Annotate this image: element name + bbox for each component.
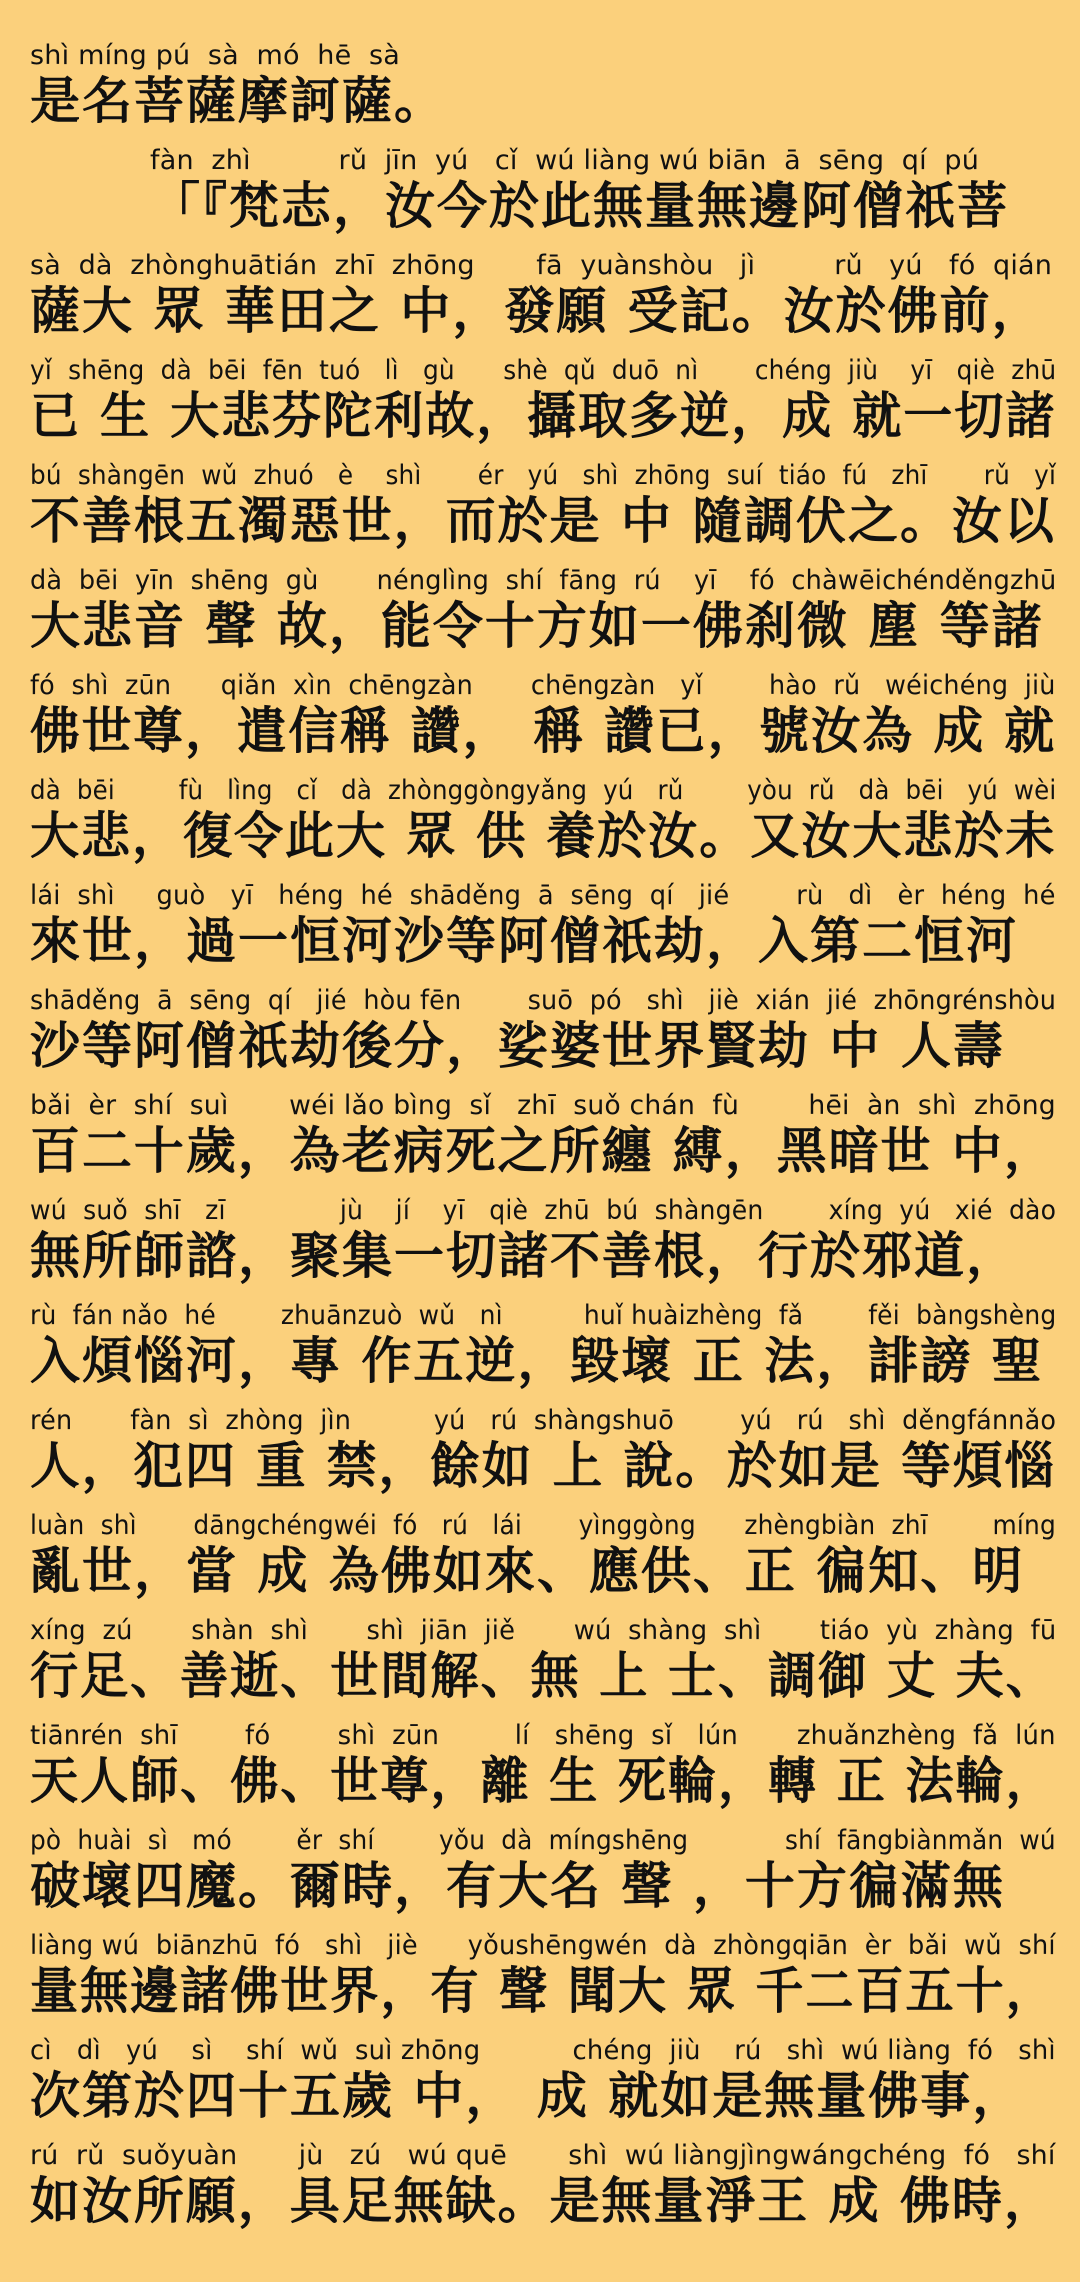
- pinyin-line: bǎi èr shí suì wéi lǎo bìng sǐ zhī suǒ chán fù hēi àn shì zhōng: [30, 1090, 1056, 1121]
- pinyin-line: fàn zhì rǔ jīn yú cǐ wú liàng wú biān ā sēng qí pú: [150, 145, 980, 176]
- pinyin-line: rén fàn sì zhòng jìn yú rú shàngshuō yú rú shì děngfánnǎo: [30, 1405, 1057, 1436]
- text-line-20: [30, 2035, 1056, 2140]
- pinyin-line: liàng wú biānzhū fó shì jiè yǒushēngwén dà zhòngqiān èr bǎi wǔ shí: [30, 1930, 1056, 1961]
- pinyin-line: dà bēi fù lìng cǐ dà zhònggòngyǎng yú rǔ yòu rǔ dà bēi yú wèi: [30, 775, 1057, 806]
- pinyin-line: shāděng ā sēng qí jié hòu fēn suō pó shì jiè xián jié zhōngrénshòu: [30, 985, 1057, 1016]
- text-line-7: [30, 670, 1057, 775]
- hanzi-line: 亂世，當 成 為佛如來、應供、正 徧知、明: [30, 1542, 1025, 1600]
- text-line-12: [30, 1195, 1057, 1300]
- text-line-11: [30, 1090, 1056, 1195]
- hanzi-line: 行足、善逝、世間解、無 上 士、調御 丈 夫、: [30, 1647, 1056, 1705]
- hanzi-line: 是名菩薩摩訶薩。: [30, 72, 446, 130]
- pinyin-line: rù fán nǎo hé zhuānzuò wǔ nì huǐ huàizhèng fǎ fěi bàngshèng: [30, 1300, 1057, 1331]
- hanzi-line: 入煩惱河，專 作五逆，毀壞 正 法，誹謗 聖: [30, 1332, 1044, 1390]
- pinyin-line: dà bēi yīn shēng gù nénglìng shí fāng rú yī fó chàwēichénděngzhū: [30, 565, 1057, 596]
- pinyin-line: shì míng pú sà mó hē sà: [30, 40, 400, 71]
- hanzi-line: 大悲音 聲 故，能令十方如一佛刹微 塵 等諸: [30, 597, 1044, 655]
- hanzi-line: 如汝所願，具足無缺。是無量淨王 成 佛時，: [30, 2172, 1056, 2230]
- hanzi-line: 次第於四十五歲 中， 成 就如是無量佛事，: [30, 2067, 1025, 2125]
- pinyin-line: yǐ shēng dà bēi fēn tuó lì gù shè qǔ duō nì chéng jiù yī qiè zhū: [30, 355, 1057, 386]
- text-line-9: [30, 880, 1056, 985]
- hanzi-line: 百二十歲，為老病死之所纏 縛，黑暗世 中，: [30, 1122, 1056, 1180]
- text-line-16: [30, 1615, 1057, 1720]
- text-line-15: [30, 1510, 1056, 1615]
- text-line-18: [30, 1825, 1056, 1930]
- hanzi-line: 天人師、佛、世尊，離 生 死輪，轉 正 法輪，: [30, 1752, 1056, 1810]
- pinyin-line: bú shàngēn wǔ zhuó è shì ér yú shì zhōng suí tiáo fú zhī rǔ yǐ: [30, 460, 1057, 491]
- hanzi-line: 「『梵志，汝今於此無量無邊阿僧祇菩: [150, 177, 1009, 235]
- pinyin-line: cì dì yú sì shí wǔ suì zhōng chéng jiù rú shì wú liàng fó shì: [30, 2035, 1056, 2066]
- text-line-4: [30, 355, 1057, 460]
- pinyin-line: fó shì zūn qiǎn xìn chēngzàn chēngzàn yǐ hào rǔ wéichéng jiù: [30, 670, 1056, 701]
- hanzi-line: 量無邊諸佛世界，有 聲 聞大 眾 千二百五十，: [30, 1962, 1056, 2020]
- text-line-21: [30, 2140, 1056, 2245]
- pinyin-line: rú rǔ suǒyuàn jù zú wú quē shì wú liàngjìngwángchéng fó shí: [30, 2140, 1056, 2171]
- hanzi-line: 大悲，復令此大 眾 供 養於汝。又汝大悲於未: [30, 807, 1057, 865]
- hanzi-line: 佛世尊，遣信稱 讚， 稱 讚已，號汝為 成 就: [30, 702, 1057, 760]
- text-line-5: [30, 460, 1057, 565]
- hanzi-line: 破壞四魔。爾時，有大名 聲 ，十方徧滿無: [30, 1857, 1005, 1915]
- text-line-13: [30, 1300, 1057, 1405]
- text-line-2: [30, 145, 1052, 250]
- text-line-8: [30, 775, 1057, 880]
- pinyin-line: xíng zú shàn shì shì jiān jiě wú shàng shì tiáo yù zhàng fū: [30, 1615, 1057, 1646]
- pinyin-line: wú suǒ shī zī jù jí yī qiè zhū bú shàngēn xíng yú xié dào: [30, 1195, 1057, 1226]
- pinyin-line: sà dà zhònghuātián zhī zhōng fā yuànshòu jì rǔ yú fó qián: [30, 250, 1053, 281]
- text-line-1: [30, 40, 1052, 145]
- pinyin-line: lái shì guò yī héng hé shāděng ā sēng qí jié rù dì èr héng hé: [30, 880, 1056, 911]
- hanzi-line: 已 生 大悲芬陀利故，攝取多逆，成 就一切諸: [30, 387, 1057, 445]
- hanzi-line: 人，犯四 重 禁，餘如 上 說。於如是 等煩惱: [30, 1437, 1057, 1495]
- text-line-3: [30, 250, 1052, 355]
- pinyin-line: tiānrén shī fó shì zūn lí shēng sǐ lún zhuǎnzhèng fǎ lún: [30, 1720, 1056, 1751]
- hanzi-line: 不善根五濁惡世，而於是 中 隨調伏之。汝以: [30, 492, 1056, 550]
- text-line-19: [30, 1930, 1056, 2035]
- hanzi-line: 無所師諮，聚集一切諸不善根，行於邪道，: [30, 1227, 1018, 1285]
- text-line-14: [30, 1405, 1057, 1510]
- hanzi-line: 薩大 眾 華田之 中，發願 受記。汝於佛前，: [30, 282, 1044, 340]
- text-line-6: [30, 565, 1057, 670]
- hanzi-line: 來世，過一恒河沙等阿僧祇劫，入第二恒河: [30, 912, 1018, 970]
- pinyin-line: luàn shì dāngchéngwéi fó rú lái yìnggòng zhèngbiàn zhī míng: [30, 1510, 1056, 1541]
- hanzi-line: 沙等阿僧祇劫後分，娑婆世界賢劫 中 人壽: [30, 1017, 1005, 1075]
- pinyin-line: pò huài sì mó ěr shí yǒu dà míngshēng shí fāngbiànmǎn wú: [30, 1825, 1056, 1856]
- text-line-17: [30, 1720, 1056, 1825]
- text-line-10: [30, 985, 1057, 1090]
